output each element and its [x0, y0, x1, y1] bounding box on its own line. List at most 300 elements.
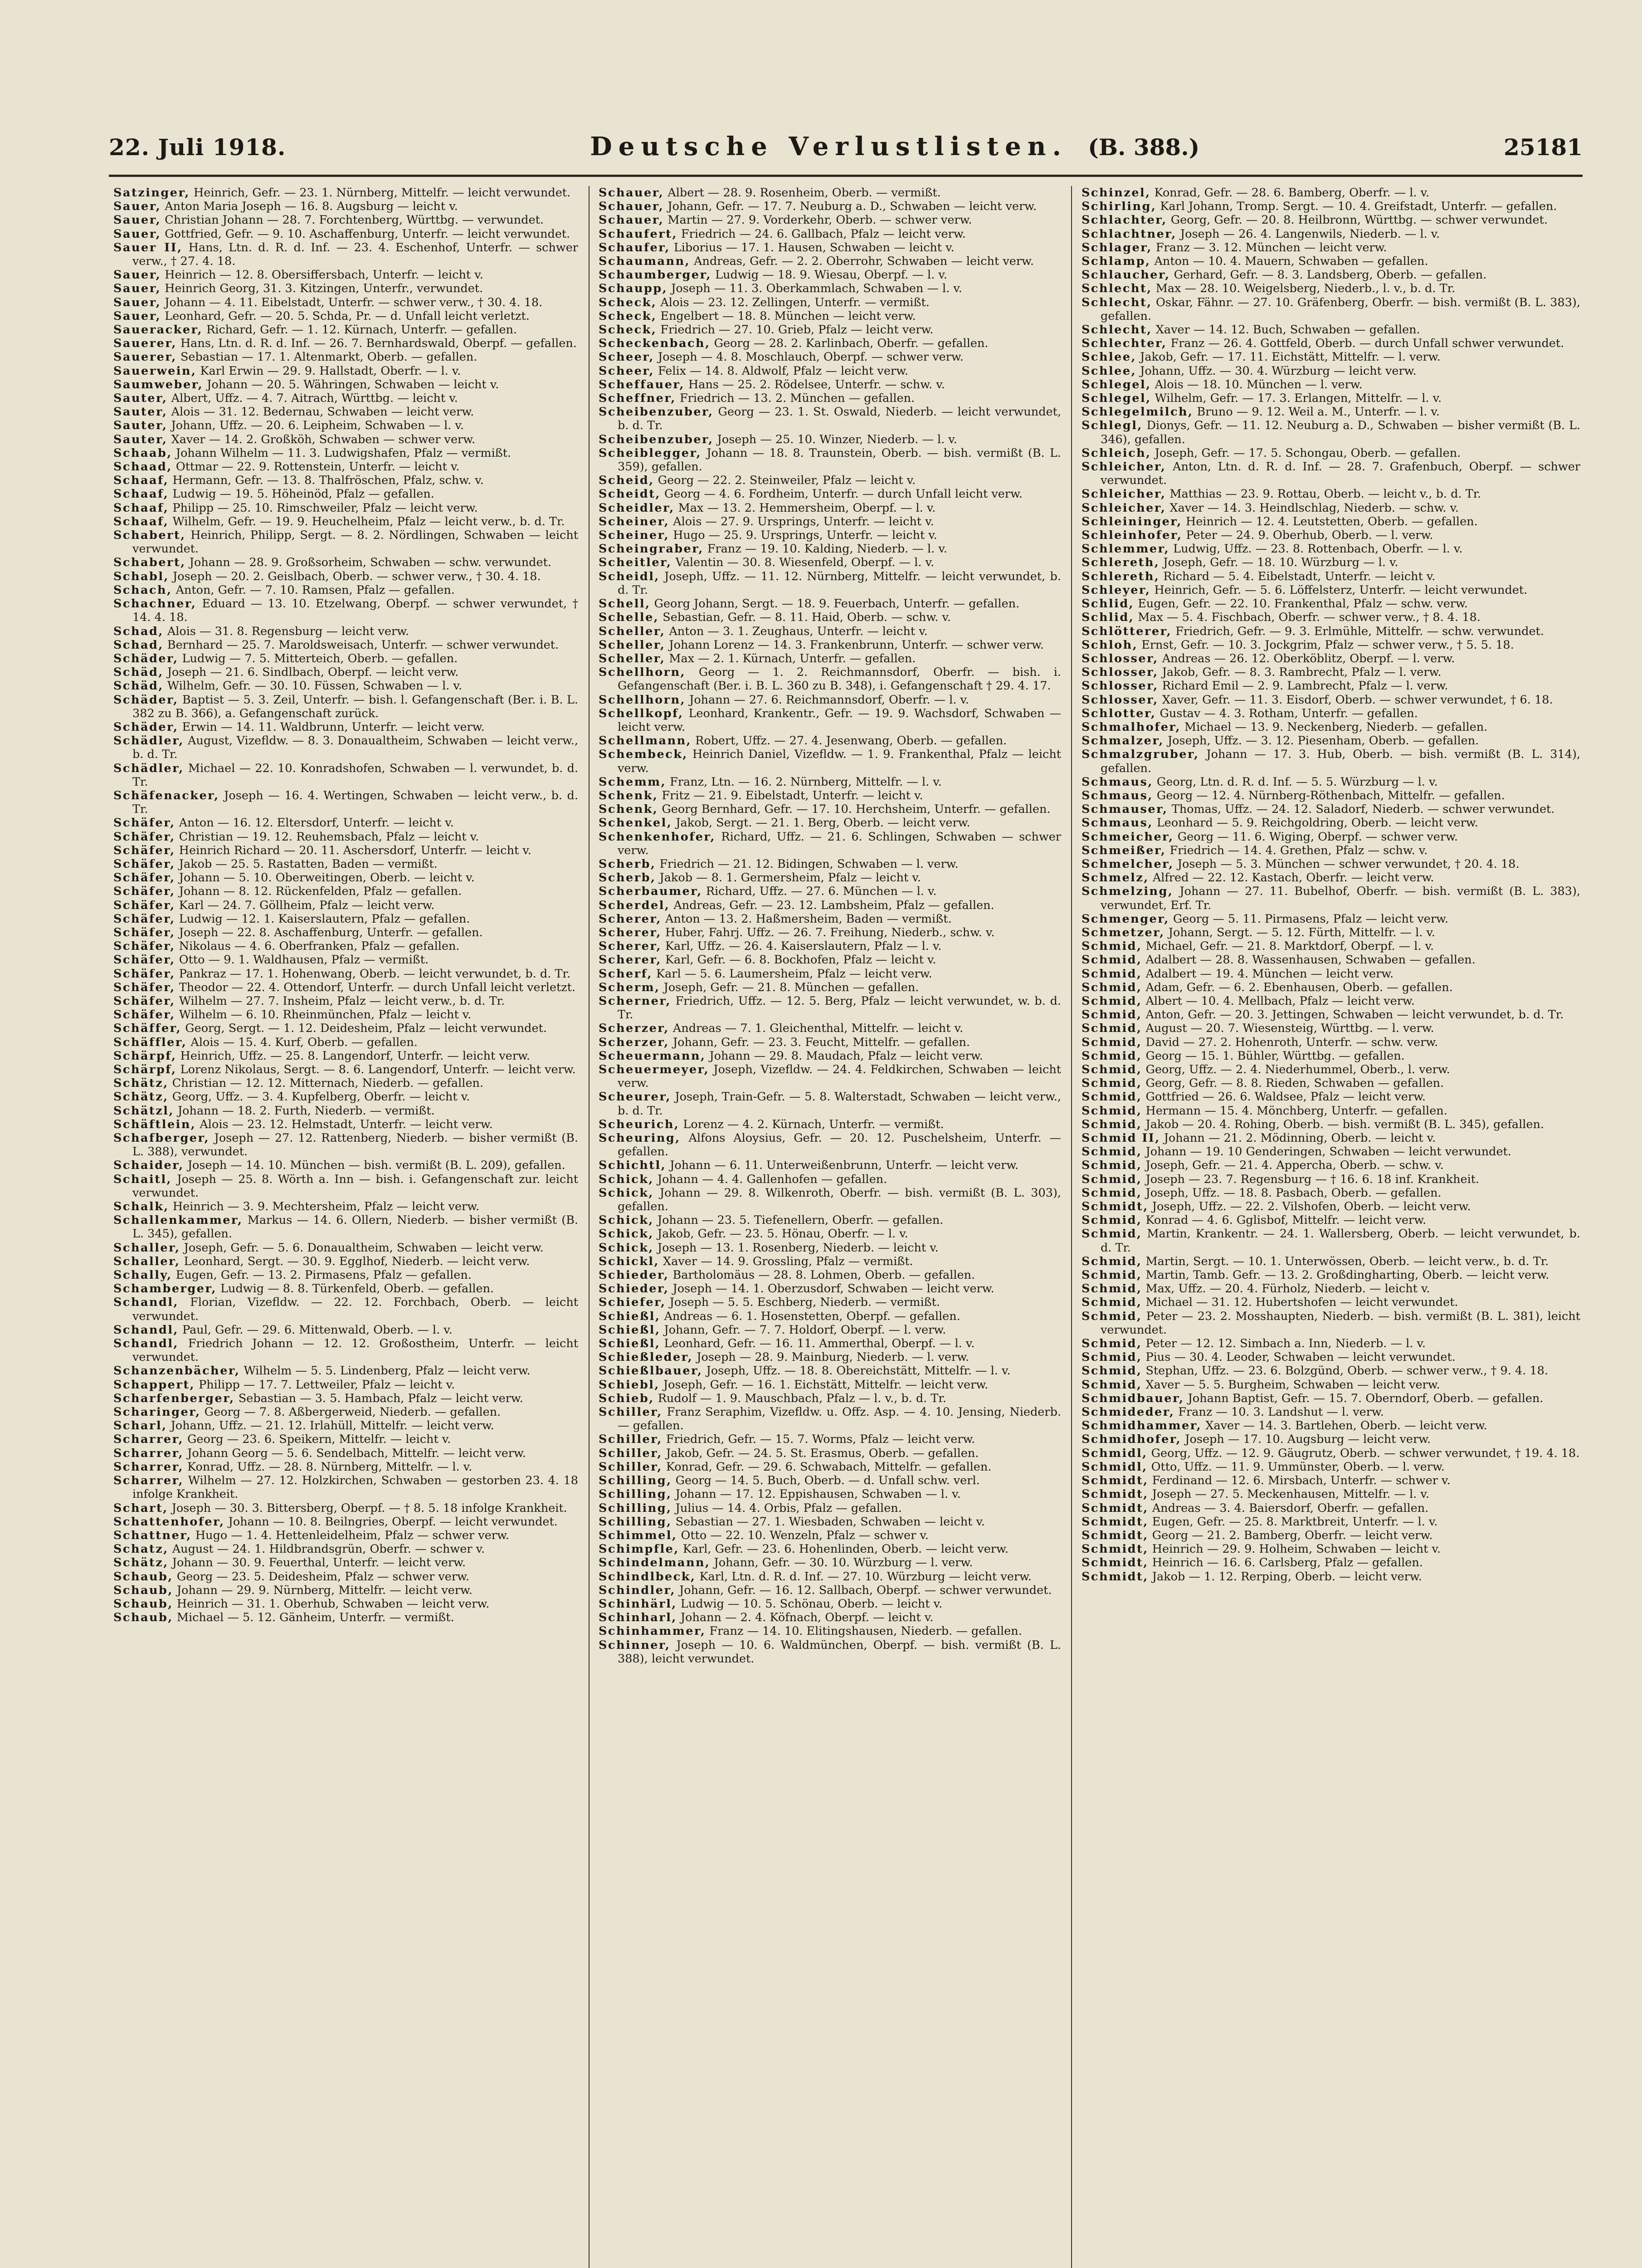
entry-surname: Schlager, — [1082, 240, 1152, 254]
casualty-entry — [599, 1186, 1061, 1213]
casualty-entry — [113, 282, 578, 295]
entry-details: Richard, Gefr. — 1. 12. Kürnach, Unterfr. — gefallen. — [206, 323, 517, 337]
entry-surname: Schellhorn, — [599, 665, 686, 679]
casualty-entry — [113, 679, 578, 693]
entry-details: Georg Bernhard, Gefr. — 17. 10. Herchsheim, Unterfr. — gefallen. — [662, 802, 1051, 816]
casualty-entry — [1082, 460, 1580, 487]
entry-details: Friedrich — 21. 12. Bidingen, Schwaben — l. verw. — [659, 857, 959, 871]
entry-surname: Schaaf, — [113, 501, 169, 515]
casualty-entry — [113, 515, 578, 528]
entry-details: Georg — 5. 11. Pirmasens, Pfalz — leicht verw. — [1173, 912, 1448, 926]
entry-details: Markus — 14. 6. Ollern, Niederb. — bisher vermißt (B. L. 345), gefallen. — [132, 1213, 578, 1241]
casualty-entry — [599, 939, 1061, 953]
casualty-entry — [1082, 1145, 1580, 1158]
casualty-entry — [599, 296, 1061, 309]
casualty-entry — [113, 939, 578, 953]
entry-details: Georg — 7. 8. Aßbergerweid, Niederb. — gefallen. — [204, 1405, 501, 1419]
casualty-entry — [113, 391, 578, 405]
casualty-entry — [1082, 515, 1580, 528]
header-title-group — [590, 132, 1199, 161]
casualty-entry — [113, 1118, 578, 1131]
casualty-entry — [599, 926, 1061, 939]
entry-surname: Sauerer, — [113, 337, 177, 351]
casualty-entry — [1082, 528, 1580, 542]
entry-surname: Schmid, — [1082, 967, 1142, 981]
casualty-entry — [113, 1200, 578, 1213]
entry-details: Bruno — 9. 12. Weil a. M., Unterfr. — l. v. — [1197, 405, 1440, 419]
casualty-entry — [113, 1076, 578, 1090]
entry-details: Alois — 31. 8. Regensburg — leicht verw. — [167, 624, 409, 638]
entry-surname: Schlosser, — [1082, 665, 1159, 679]
entry-details: Pius — 30. 4. Leoder, Schwaben — leicht verwundet. — [1145, 1350, 1456, 1364]
casualty-entry — [113, 912, 578, 926]
entry-surname: Schäfer, — [113, 816, 175, 830]
entry-surname: Schenk, — [599, 802, 658, 816]
casualty-entry — [599, 1241, 1061, 1255]
entry-details: Max — 28. 10. Weigelsberg, Niederb., l. v., b. d. Tr. — [1155, 282, 1456, 296]
entry-details: Peter — 23. 2. Mosshaupten, Niederb. — bish. vermißt (B. L. 381), leicht verwundet. — [1101, 1309, 1580, 1337]
casualty-entry — [1082, 857, 1580, 871]
entry-details: Johann — 19. 10 Genderingen, Schwaben — leicht verwundet. — [1145, 1145, 1511, 1159]
entry-details: Joseph — 30. 3. Bittersberg, Oberpf. — † 8. 5. 18 infolge Krankheit. — [171, 1501, 567, 1515]
entry-surname: Schirling, — [1082, 200, 1157, 214]
entry-details: Franz — 3. 12. München — leicht verw. — [1155, 240, 1387, 254]
casualty-entry — [1082, 364, 1580, 378]
entry-details: Lorenz Nikolaus, Sergt. — 8. 6. Langendorf, Unterfr. — leicht verw. — [180, 1063, 576, 1076]
casualty-entry — [1082, 1474, 1580, 1487]
entry-details: Joseph — 25. 10. Winzer, Niederb. — l. v. — [717, 432, 957, 446]
casualty-entry — [599, 1282, 1061, 1295]
entry-surname: Schlaucher, — [1082, 268, 1170, 282]
entry-surname: Schätz, — [113, 1090, 169, 1104]
entry-details: Joseph, Uffz. — 3. 12. Piesenham, Oberb. — gefallen. — [1167, 734, 1479, 748]
casualty-entry — [1082, 926, 1580, 939]
entry-details: Georg, Uffz. — 3. 4. Kupfelberg, Oberfr. — leicht v. — [172, 1090, 470, 1104]
entry-details: Franz, Ltn. — 16. 2. Nürnberg, Mittelfr. — l. v. — [670, 775, 942, 789]
entry-details: Heinrich Georg, 31. 3. Kitzingen, Unterfr., verwundet. — [165, 282, 483, 296]
entry-surname: Schmid, — [1082, 1378, 1142, 1392]
entry-details: Joseph — 13. 1. Rosenberg, Niederb. — leicht v. — [657, 1241, 939, 1255]
entry-surname: Schlid, — [1082, 597, 1135, 611]
entry-details: Georg Johann, Sergt. — 18. 9. Feuerbach, Unterfr. — gefallen. — [654, 597, 1020, 611]
casualty-entry — [1082, 1501, 1580, 1515]
entry-surname: Schaub, — [113, 1583, 173, 1597]
casualty-entry — [599, 1447, 1061, 1460]
casualty-entry — [599, 748, 1061, 775]
entry-surname: Schlemmer, — [1082, 542, 1170, 556]
entry-details: Johann — 20. 5. Währingen, Schwaben — leicht v. — [207, 377, 499, 391]
entry-details: Joseph — 21. 6. Sindlbach, Oberpf. — leicht verw. — [167, 665, 459, 679]
casualty-entry — [599, 1090, 1061, 1117]
entry-details: Alois — 31. 12. Bedernau, Schwaben — leicht verw. — [171, 405, 474, 419]
casualty-entry — [599, 871, 1061, 885]
entry-surname: Schenk, — [599, 788, 658, 802]
entry-surname: Schmidt, — [1082, 1528, 1149, 1542]
entry-surname: Schießl, — [599, 1337, 661, 1351]
entry-details: Otto — 9. 1. Waldhausen, Pfalz — vermißt. — [179, 953, 429, 967]
column-2 — [599, 186, 1061, 2268]
casualty-entry — [1082, 1186, 1580, 1200]
entry-surname: Sauer, — [113, 200, 161, 214]
casualty-entry — [113, 241, 578, 268]
entry-surname: Scheidler, — [599, 501, 675, 515]
entry-details: Eugen, Gefr. — 13. 2. Pirmasens, Pfalz — gefallen. — [175, 1268, 472, 1282]
entry-surname: Schleicher, — [1082, 460, 1166, 474]
entry-details: Joseph, Gefr. — 21. 4. Appercha, Oberb. — schw. v. — [1145, 1158, 1444, 1173]
entry-details: Peter — 12. 12. Simbach a. Inn, Niederb. — l. v. — [1145, 1337, 1426, 1351]
entry-details: Huber, Fahrj. Uffz. — 26. 7. Freihung, Niederb., schw. v. — [665, 925, 995, 939]
entry-details: Max — 2. 1. Kürnach, Unterfr. — gefallen. — [669, 651, 916, 665]
entry-details: Heinrich, Uffz. — 25. 8. Langendorf, Unterfr. — leicht verw. — [180, 1049, 530, 1063]
casualty-entry — [113, 1378, 578, 1392]
casualty-entry — [113, 213, 578, 227]
casualty-entry — [1082, 1515, 1580, 1529]
casualty-entry — [1082, 994, 1580, 1008]
casualty-entry — [599, 1131, 1061, 1158]
casualty-entry — [599, 1268, 1061, 1282]
casualty-entry — [113, 487, 578, 501]
entry-surname: Schachner, — [113, 597, 197, 611]
entry-details: Max — 5. 4. Fischbach, Oberfr. — schwer verw., † 8. 4. 18. — [1138, 611, 1481, 625]
entry-details: Matthias — 23. 9. Rottau, Oberb. — leicht v., b. d. Tr. — [1169, 487, 1481, 501]
entry-details: Franz Seraphim, Vizefldw. u. Offz. Asp. — 4. 10. Jensing, Niederb. — gefallen. — [618, 1405, 1061, 1433]
casualty-entry — [599, 474, 1061, 487]
casualty-entry — [599, 1474, 1061, 1487]
entry-details: Oskar, Fähnr. — 27. 10. Gräfenberg, Oberfr. — bish. vermißt (B. L. 383), gefallen. — [1101, 295, 1580, 323]
casualty-entry — [113, 1323, 578, 1337]
entry-details: Johann — 30. 9. Feuerthal, Unterfr. — leicht verw. — [172, 1556, 466, 1570]
entry-surname: Schick, — [599, 1213, 654, 1227]
entry-details: Anton — 13. 2. Haßmersheim, Baden — vermißt. — [665, 912, 952, 926]
entry-details: Joseph, Uffz. — 22. 2. Vilshofen, Oberb. — leicht verw. — [1152, 1200, 1471, 1214]
entry-surname: Schmid, — [1082, 980, 1142, 994]
entry-surname: Schloh, — [1082, 638, 1138, 652]
casualty-entry — [599, 570, 1061, 597]
entry-details: Johann, Gefr. — 7. 7. Holdorf, Oberpf. — l. verw. — [664, 1323, 946, 1337]
casualty-entry — [1082, 638, 1580, 652]
entry-details: Jakob, Gefr. — 23. 5. Hönau, Oberfr. — l. v. — [657, 1227, 908, 1241]
casualty-entry — [1082, 802, 1580, 816]
entry-surname: Schmid, — [1082, 1049, 1142, 1063]
entry-details: Andreas, Gefr. — 23. 12. Lambsheim, Pfalz — gefallen. — [673, 898, 994, 912]
entry-surname: Schmid, — [1082, 939, 1142, 953]
casualty-entry — [599, 652, 1061, 665]
entry-surname: Schmid, — [1082, 1076, 1142, 1090]
entry-surname: Schell, — [599, 597, 651, 611]
entry-surname: Scharl, — [113, 1419, 167, 1433]
casualty-entry — [599, 364, 1061, 378]
entry-surname: Scheitler, — [599, 556, 672, 570]
casualty-entry — [599, 1611, 1061, 1624]
entry-details: Leonhard, Sergt. — 30. 9. Egglhof, Niederb. — leicht verw. — [184, 1254, 530, 1268]
casualty-entry — [599, 282, 1061, 295]
entry-details: Johann, Sergt. — 5. 12. Fürth, Mittelfr. — l. v. — [1168, 925, 1435, 939]
entry-surname: Schaller, — [113, 1254, 180, 1268]
entry-details: August, Vizefldw. — 8. 3. Donaualtheim, Schwaben — leicht verw., b. d. Tr. — [132, 734, 578, 762]
entry-details: Martin, Sergt. — 10. 1. Unterwössen, Oberb. — leicht verw., b. d. Tr. — [1145, 1254, 1549, 1268]
entry-details: Joseph — 22. 8. Aschaffenburg, Unterfr. — gefallen. — [179, 925, 483, 939]
header-volume: (B. 388.) — [1088, 134, 1200, 161]
entry-details: Johann, Gefr. — 16. 12. Sallbach, Oberpf. — schwer verwundet. — [679, 1583, 1052, 1597]
entry-surname: Schad, — [113, 624, 164, 638]
entry-details: Friedrich, Gefr. — 9. 3. Erlmühle, Mittelfr. — schw. verwundet. — [1175, 624, 1544, 638]
entry-surname: Schäder, — [113, 720, 179, 734]
entry-details: Jakob, Gefr. — 8. 3. Rambrecht, Pfalz — l. verw. — [1162, 665, 1442, 679]
entry-details: Wilhelm, Gefr. — 17. 3. Erlangen, Mittelfr. — l. v. — [1155, 391, 1442, 406]
entry-surname: Schally, — [113, 1268, 172, 1282]
entry-details: Valentin — 30. 8. Wiesenfeld, Oberpf. — l. v. — [675, 556, 935, 570]
entry-surname: Sauerer, — [113, 350, 177, 364]
entry-details: Max, Uffz. — 20. 4. Fürholz, Niederb. — leicht v. — [1145, 1282, 1430, 1296]
casualty-entry — [1082, 1337, 1580, 1350]
casualty-entry — [1082, 1213, 1580, 1227]
casualty-entry — [599, 1487, 1061, 1501]
entry-surname: Schaub, — [113, 1597, 173, 1611]
entry-details: Joseph, Gefr. — 17. 5. Schongau, Oberb. — gefallen. — [1155, 446, 1461, 460]
entry-surname: Schmauser, — [1082, 802, 1168, 816]
entry-details: Johann, Gefr. — 30. 10. Würzburg — l. verw. — [714, 1556, 973, 1570]
entry-details: Wilhelm, Gefr. — 30. 10. Füssen, Schwaben — l. v. — [167, 679, 463, 693]
casualty-entry — [1082, 1049, 1580, 1063]
casualty-entry — [113, 871, 578, 885]
casualty-entry — [1082, 1570, 1580, 1584]
entry-details: Johann — 27. 11. Bubelhof, Oberfr. — bish. vermißt (B. L. 383), verwundet, Erf. Tr. — [1101, 885, 1580, 912]
entry-surname: Schmidbauer, — [1082, 1391, 1184, 1405]
entry-details: Friedrich, Uffz. — 12. 5. Berg, Pfalz — leicht verwundet, w. b. d. Tr. — [618, 994, 1061, 1022]
entry-surname: Schieb, — [599, 1391, 654, 1405]
entry-surname: Schilling, — [599, 1515, 672, 1529]
casualty-entry — [599, 1118, 1061, 1131]
entry-details: Robert, Uffz. — 27. 4. Jesenwang, Oberb. — gefallen. — [695, 734, 1007, 748]
casualty-entry — [599, 268, 1061, 282]
entry-surname: Schmid, — [1082, 1008, 1142, 1022]
entry-surname: Schlotter, — [1082, 706, 1156, 720]
casualty-entry — [1082, 981, 1580, 994]
casualty-entry — [113, 665, 578, 679]
casualty-entry — [113, 816, 578, 830]
casualty-entry — [599, 200, 1061, 213]
entry-details: Otto — 22. 10. Wenzeln, Pfalz — schwer v. — [681, 1528, 929, 1542]
entry-surname: Schmaus, — [1082, 816, 1153, 830]
entry-surname: Schäfer, — [113, 939, 175, 953]
entry-details: Alois — 23. 12. Zellingen, Unterfr. — vermißt. — [660, 295, 930, 309]
entry-details: Ludwig — 10. 5. Schönau, Oberb. — leicht v. — [680, 1597, 943, 1611]
casualty-entry — [113, 1584, 578, 1597]
casualty-entry — [1082, 487, 1580, 501]
casualty-entry — [599, 967, 1061, 981]
entry-surname: Sauer II, — [113, 240, 183, 254]
casualty-entry — [1082, 1378, 1580, 1392]
header-date: 22. Juli 1918. — [109, 134, 286, 161]
entry-surname: Scheck, — [599, 309, 657, 323]
entry-surname: Sauer, — [113, 213, 161, 227]
entry-surname: Schlee, — [1082, 350, 1136, 364]
entry-surname: Schmidt, — [1082, 1487, 1149, 1501]
entry-details: Joseph — 5. 3. München — schwer verwundet, † 20. 4. 18. — [1177, 857, 1520, 871]
entry-details: Joseph — 5. 5. Eschberg, Niederb. — vermißt. — [669, 1295, 940, 1310]
casualty-entry — [113, 309, 578, 323]
entry-details: Johann — 27. 6. Reichmannsdorf, Oberfr. — l. v. — [689, 693, 970, 707]
entry-details: Eugen, Gefr. — 22. 10. Frankenthal, Pfalz — schw. verw. — [1138, 597, 1468, 611]
entry-surname: Schappert, — [113, 1378, 195, 1392]
casualty-entry — [599, 1638, 1061, 1666]
entry-details: Xaver — 14. 2. Großköh, Schwaben — schwer verw. — [171, 432, 476, 446]
entry-surname: Schmeicher, — [1082, 830, 1174, 844]
entry-details: Heinrich — 31. 1. Oberhub, Schwaben — leicht verw. — [176, 1597, 490, 1611]
entry-surname: Schäfer, — [113, 994, 175, 1008]
casualty-entry — [113, 1364, 578, 1378]
casualty-entry — [1082, 1173, 1580, 1186]
casualty-entry — [599, 337, 1061, 350]
entry-surname: Schellmann, — [599, 734, 692, 748]
entry-surname: Schinhammer, — [599, 1624, 706, 1638]
entry-details: Johann, Gefr. — 17. 7. Neuburg a. D., Schwaben — leicht verw. — [668, 200, 1037, 214]
entry-details: Alfred — 22. 12. Kastach, Oberfr. — leicht verw. — [1152, 871, 1434, 885]
entry-details: Joseph, Uffz. — 11. 12. Nürnberg, Mittelfr. — leicht verwundet, b. d. Tr. — [618, 569, 1061, 597]
entry-surname: Schaaf, — [113, 514, 169, 528]
entry-details: Richard — 5. 4. Eibelstadt, Unterfr. — leicht v. — [1163, 569, 1436, 583]
casualty-entry — [599, 885, 1061, 898]
casualty-entry — [1082, 213, 1580, 227]
casualty-entry — [113, 501, 578, 515]
entry-details: Ludwig, Uffz. — 23. 8. Rottenbach, Oberfr. — l. v. — [1173, 542, 1463, 556]
casualty-entry — [599, 1350, 1061, 1364]
entry-details: Anton — 3. 1. Zeughaus, Unterfr. — leicht v. — [669, 624, 928, 638]
entry-surname: Schmid, — [1082, 1117, 1142, 1131]
entry-surname: Schmid, — [1082, 1145, 1142, 1159]
entry-surname: Schmid, — [1082, 953, 1142, 967]
entry-details: Franz — 10. 3. Landshut — l. verw. — [1178, 1405, 1384, 1419]
entry-details: Leonhard, Krankentr., Gefr. — 19. 9. Wachsdorf, Schwaben — leicht verw. — [618, 706, 1061, 734]
casualty-entry — [113, 693, 578, 720]
entry-details: Andreas, Gefr. — 2. 2. Oberrohr, Schwaben — leicht verw. — [694, 254, 1034, 269]
casualty-entry — [1082, 1350, 1580, 1364]
entry-details: Heinrich — 12. 4. Leutstetten, Oberb. — gefallen. — [1185, 514, 1478, 528]
entry-surname: Scherb, — [599, 871, 656, 885]
casualty-entry — [599, 1556, 1061, 1569]
entry-surname: Scherdel, — [599, 898, 670, 912]
entry-surname: Schätz, — [113, 1556, 169, 1570]
entry-details: Joseph — 20. 2. Geislbach, Oberb. — schwer verw., † 30. 4. 18. — [173, 569, 541, 583]
entry-details: Bartholomäus — 28. 8. Lohmen, Oberb. — gefallen. — [672, 1268, 975, 1282]
casualty-entry — [1082, 611, 1580, 624]
entry-details: Johann — 6. 11. Unterweißenbrunn, Unterfr. — leicht verw. — [670, 1158, 1019, 1173]
entry-details: Martin, Tamb. Gefr. — 13. 2. Großdingharting, Oberb. — leicht verw. — [1145, 1268, 1549, 1282]
entry-surname: Schäfer, — [113, 1008, 175, 1022]
entry-surname: Schmelz, — [1082, 871, 1149, 885]
entry-details: Konrad — 4. 6. Gglisbof, Mittelfr. — leicht verw. — [1145, 1213, 1427, 1227]
casualty-entry — [113, 1474, 578, 1501]
entry-surname: Scherner, — [599, 994, 671, 1008]
entry-details: Heinrich, Philipp, Sergt. — 8. 2. Nördlingen, Schwaben — leicht verwundet. — [132, 528, 578, 556]
entry-surname: Schmid, — [1082, 1022, 1142, 1036]
entry-surname: Schmalzer, — [1082, 734, 1164, 748]
entry-surname: Schichtl, — [599, 1158, 667, 1173]
casualty-entry — [599, 528, 1061, 542]
entry-details: Johann — 18. 2. Furth, Niederb. — vermißt. — [177, 1104, 435, 1118]
entry-surname: Schäfer, — [113, 857, 175, 871]
entry-surname: Schäfer, — [113, 980, 175, 994]
entry-surname: Scheer, — [599, 350, 654, 364]
entry-surname: Scheck, — [599, 323, 657, 337]
casualty-entry — [599, 899, 1061, 912]
entry-details: Anton — 10. 4. Mauern, Schwaben — gefallen. — [1154, 254, 1428, 269]
casualty-entry — [1082, 597, 1580, 611]
entry-surname: Schlecht, — [1082, 295, 1152, 309]
entry-surname: Schaub, — [113, 1611, 173, 1625]
entry-details: Johann — 29. 8. Maudach, Pfalz — leicht verw. — [709, 1049, 983, 1063]
entry-surname: Scheibenzuber, — [599, 432, 714, 446]
entry-surname: Schenkel, — [599, 816, 672, 830]
entry-details: Adalbert — 19. 4. München — leicht verw. — [1145, 967, 1394, 981]
entry-details: Jakob — 20. 4. Rohing, Oberb. — bish. vermißt (B. L. 345), gefallen. — [1145, 1117, 1545, 1131]
entry-surname: Schenkenhofer, — [599, 830, 716, 844]
entry-surname: Scherer, — [599, 925, 662, 939]
entry-surname: Schaaf, — [113, 487, 169, 501]
casualty-entry — [113, 433, 578, 446]
entry-details: Joseph, Uffz. — 18. 8. Pasbach, Oberb. — gefallen. — [1145, 1186, 1442, 1200]
casualty-entry — [113, 830, 578, 844]
casualty-entry — [113, 885, 578, 898]
entry-surname: Schaufer, — [599, 240, 670, 254]
casualty-entry — [113, 1022, 578, 1035]
casualty-entry — [599, 981, 1061, 994]
casualty-entry — [599, 857, 1061, 871]
entry-surname: Schäfer, — [113, 953, 175, 967]
entry-surname: Schlosser, — [1082, 679, 1159, 693]
casualty-entry — [1082, 1392, 1580, 1405]
entry-surname: Schindelmann, — [599, 1556, 711, 1570]
entry-details: Eugen, Gefr. — 25. 8. Marktbreit, Unterfr. — l. v. — [1152, 1515, 1438, 1529]
entry-details: Ludwig — 7. 5. Mitterteich, Oberb. — gefallen. — [182, 651, 458, 665]
entry-surname: Scharfenberger, — [113, 1391, 235, 1405]
entry-surname: Schmidt, — [1082, 1515, 1149, 1529]
casualty-entry — [1082, 268, 1580, 282]
entry-surname: Schabert, — [113, 528, 186, 543]
entry-details: Friedrich Johann — 12. 12. Großostheim, Unterfr. — leicht verwundet. — [132, 1337, 578, 1364]
casualty-entry — [1082, 1158, 1580, 1172]
entry-surname: Schaitl, — [113, 1172, 172, 1186]
header-rule — [109, 175, 1583, 177]
entry-surname: Schlereth, — [1082, 569, 1160, 583]
casualty-entry — [113, 789, 578, 816]
entry-details: Heinrich Daniel, Vizefldw. — 1. 9. Frankenthal, Pfalz — leicht verw. — [618, 748, 1061, 775]
entry-details: Friedrich — 14. 4. Grethen, Pfalz — schw. v. — [1169, 843, 1428, 857]
casualty-entry — [1082, 323, 1580, 337]
entry-surname: Schmidl, — [1082, 1460, 1148, 1474]
entry-surname: Schick, — [599, 1227, 654, 1241]
casualty-entry — [113, 1158, 578, 1172]
entry-surname: Schärpf, — [113, 1049, 177, 1063]
casualty-entry — [113, 1501, 578, 1515]
entry-surname: Schmidt, — [1082, 1556, 1149, 1570]
entry-details: Bernhard — 25. 7. Maroldsweisach, Unterfr. — schwer verwundet. — [167, 638, 559, 652]
entry-surname: Saueracker, — [113, 323, 203, 337]
casualty-entry — [113, 720, 578, 734]
casualty-entry — [1082, 405, 1580, 419]
entry-details: Ludwig — 12. 1. Kaiserslautern, Pfalz — gefallen. — [179, 912, 470, 926]
entry-details: Johann Lorenz — 14. 3. Frankenbrunn, Unterfr. — schwer verw. — [669, 638, 1044, 652]
casualty-entry — [113, 652, 578, 665]
entry-surname: Schatz, — [113, 1542, 169, 1556]
casualty-entry — [113, 1173, 578, 1200]
entry-surname: Schleicher, — [1082, 501, 1166, 515]
casualty-entry — [599, 1515, 1061, 1529]
entry-surname: Sauter, — [113, 432, 168, 446]
casualty-entry — [599, 775, 1061, 789]
entry-details: Johann — 23. 5. Tiefenellern, Oberfr. — gefallen. — [657, 1213, 944, 1227]
entry-surname: Scherf, — [599, 967, 653, 981]
